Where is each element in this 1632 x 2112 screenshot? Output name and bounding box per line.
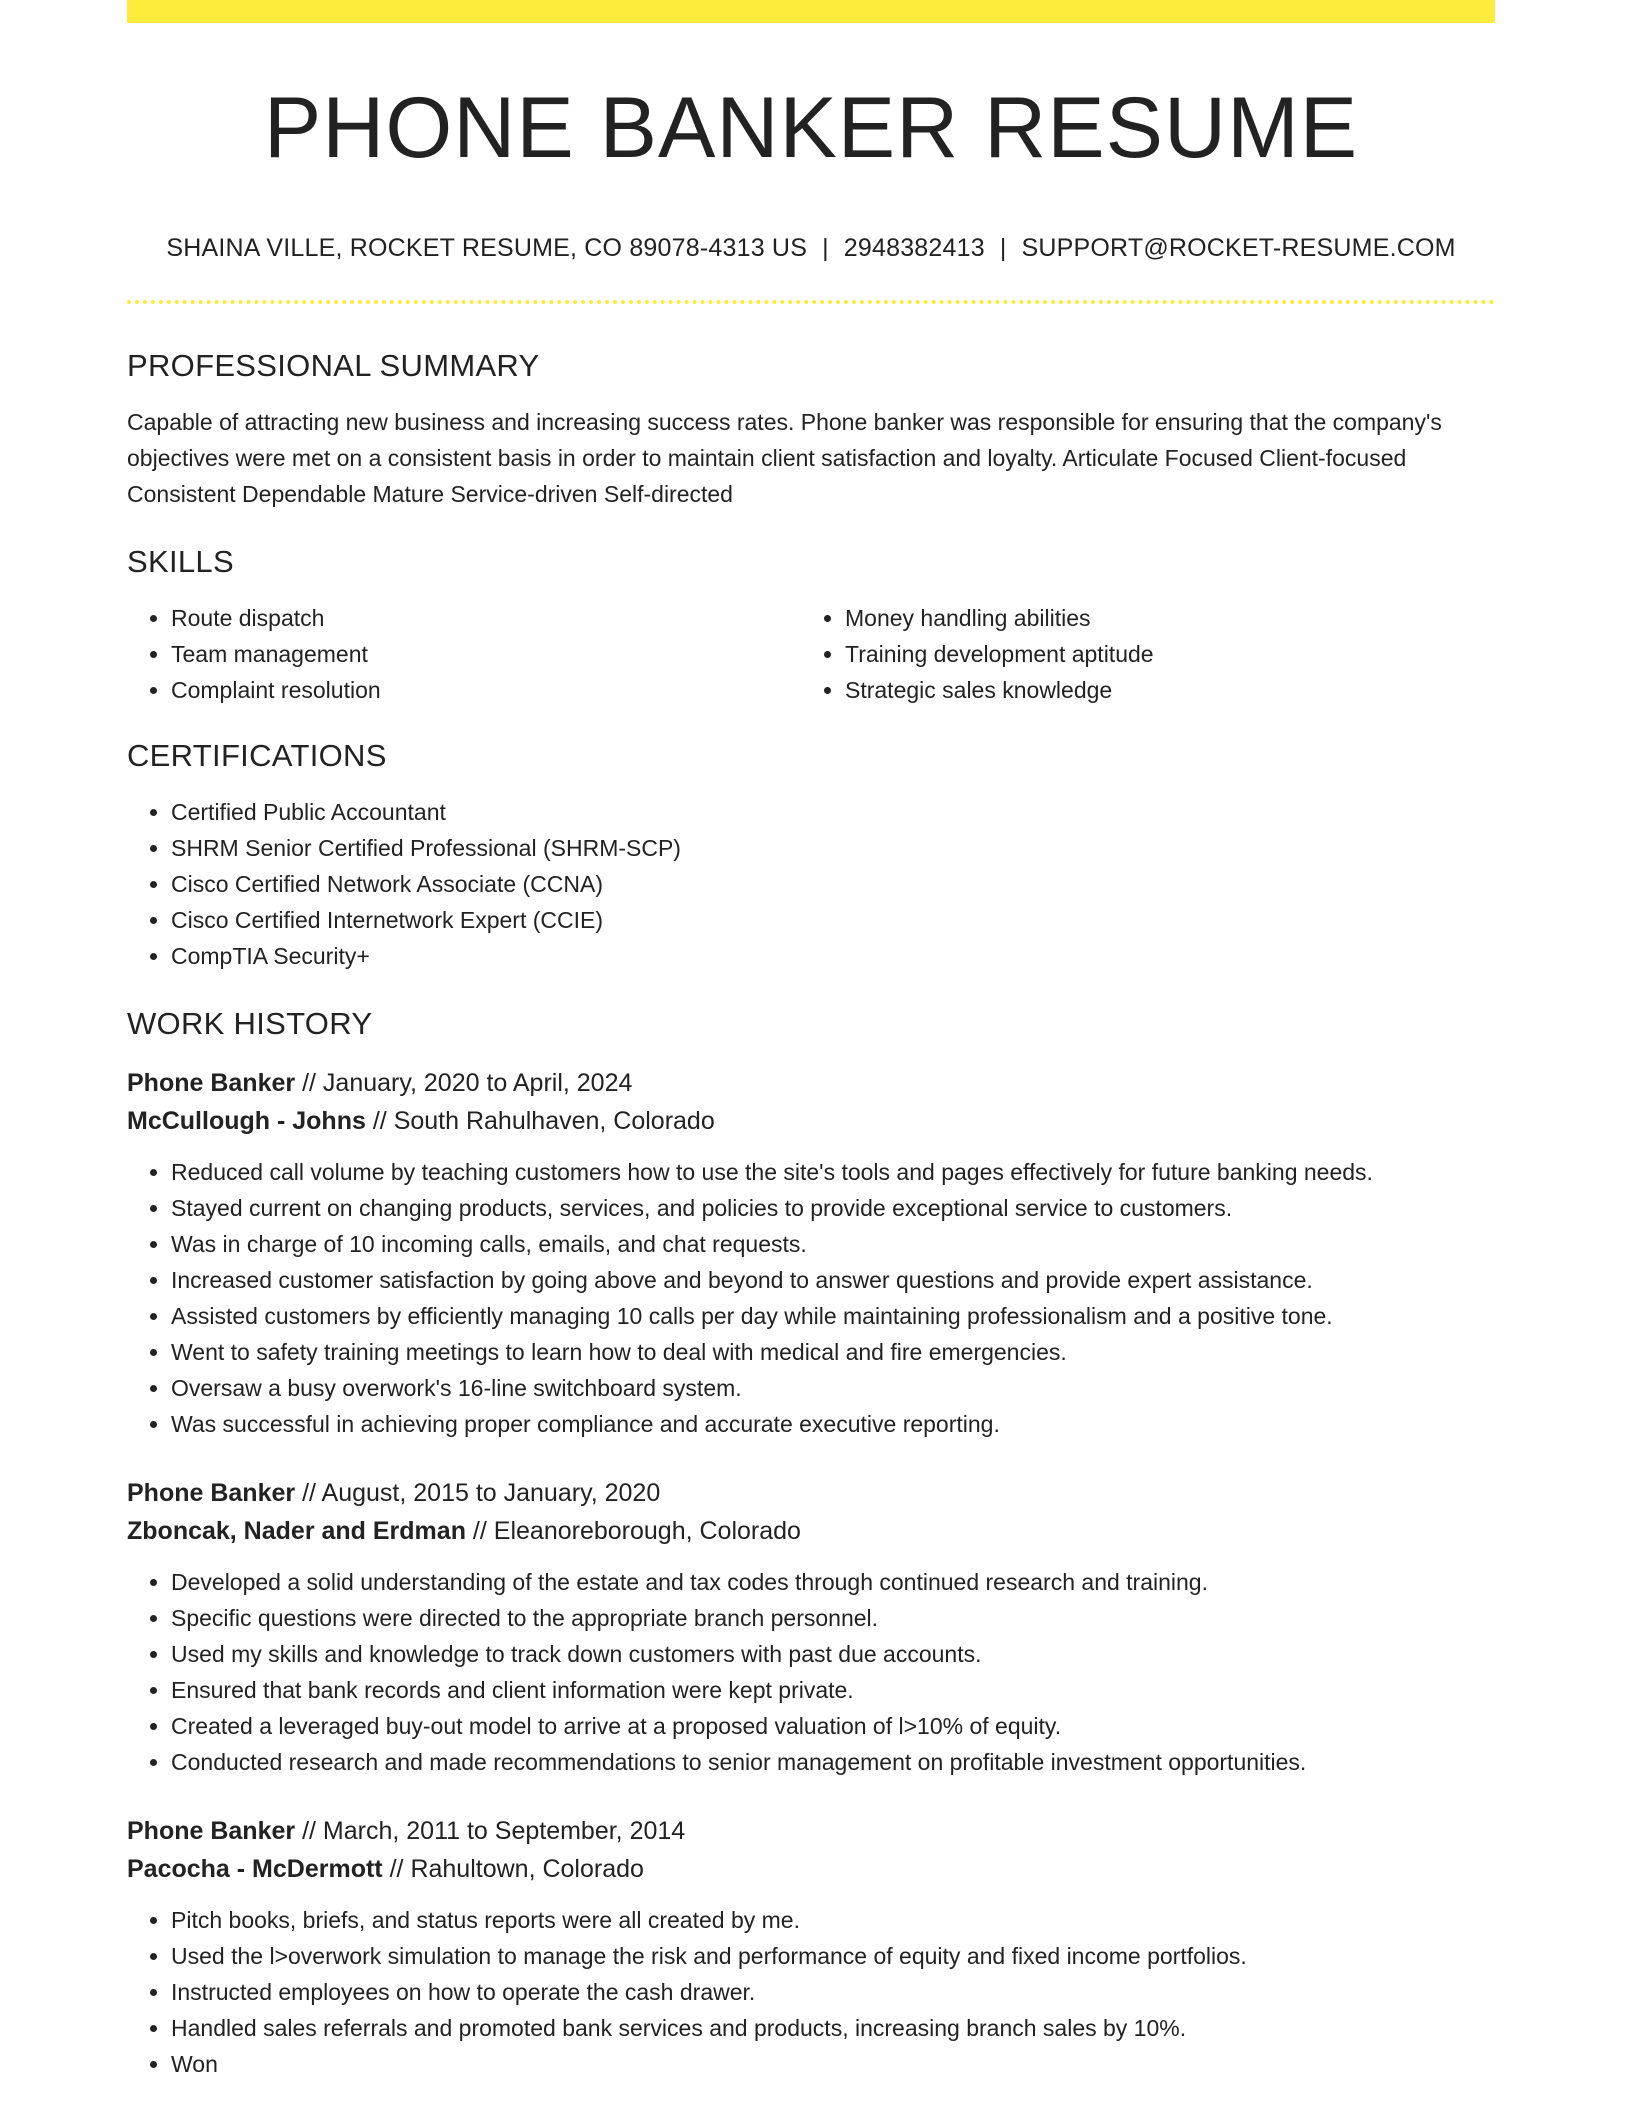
- job-bullet: • Instructed employees on how to operate the cash drawer.: [171, 1974, 1495, 2010]
- job-title-line: [127, 1474, 1495, 1512]
- job-entry: [127, 1474, 1495, 1780]
- contact-address: SHAINA VILLE, ROCKET RESUME, CO 89078-4313 US: [166, 234, 808, 262]
- job-location: Rahultown, Colorado: [410, 1855, 644, 1883]
- work-history-heading: WORK HISTORY: [127, 1006, 373, 1041]
- summary-text: Capable of attracting new business and increasing success rates. Phone banker was responsible for ensuring that the company's objectives were met on a consistent basis in order to maintain client satisfaction and loyalty. Articulate Focused Client-focused Consistent Dependable Mature Service-driven Self-directed: [127, 409, 1442, 507]
- job-dates: January, 2020 to April, 2024: [322, 1069, 633, 1097]
- skills-heading: SKILLS: [127, 544, 234, 579]
- job-bullets: [127, 1154, 1495, 1442]
- job-company-line: [127, 1850, 1495, 1888]
- date-separator: //: [302, 1817, 316, 1845]
- job-location: Eleanoreborough, Colorado: [493, 1517, 801, 1545]
- skills-list-right: [801, 600, 1475, 708]
- skills-grid: [127, 600, 1495, 708]
- date-separator: //: [302, 1479, 316, 1507]
- skills-column-left: [127, 600, 801, 708]
- date-separator: //: [472, 1517, 487, 1545]
- job-bullets: [127, 1902, 1495, 2082]
- skill-item: • Training development aptitude: [845, 636, 1475, 672]
- job-company: McCullough - Johns: [127, 1107, 366, 1135]
- job-dates: August, 2015 to January, 2020: [321, 1479, 661, 1507]
- skill-item: • Team management: [171, 636, 801, 672]
- job-bullet: • Used my skills and knowledge to track down customers with past due accounts.: [171, 1636, 1495, 1672]
- job-entry: [127, 1064, 1495, 1442]
- job-dates: March, 2011 to September, 2014: [322, 1817, 686, 1845]
- skill-item: • Route dispatch: [171, 600, 801, 636]
- job-bullet: • Increased customer satisfaction by going above and beyond to answer questions and provide expert assistance.: [171, 1262, 1495, 1298]
- job-bullet: • Reduced call volume by teaching customers how to use the site's tools and pages effectively for future banking needs.: [171, 1154, 1495, 1190]
- job-bullets: [127, 1564, 1495, 1780]
- job-title-line: [127, 1064, 1495, 1102]
- job-company: Zboncak, Nader and Erdman: [127, 1517, 466, 1545]
- job-bullet: • Was successful in achieving proper compliance and accurate executive reporting.: [171, 1406, 1495, 1442]
- resume-content: [127, 0, 1495, 2082]
- certifications-heading: CERTIFICATIONS: [127, 738, 387, 773]
- date-separator: //: [302, 1069, 316, 1097]
- job-title: Phone Banker: [127, 1479, 296, 1507]
- summary-heading: PROFESSIONAL SUMMARY: [127, 348, 540, 383]
- job-bullet: • Specific questions were directed to the appropriate branch personnel.: [171, 1600, 1495, 1636]
- date-separator: //: [372, 1107, 387, 1135]
- job-company-line: [127, 1512, 1495, 1550]
- certification-item: • Certified Public Accountant: [171, 794, 1495, 830]
- job-bullet: • Developed a solid understanding of the estate and tax codes through continued research and training.: [171, 1564, 1495, 1600]
- skill-item: • Complaint resolution: [171, 672, 801, 708]
- job-bullet: • Oversaw a busy overwork's 16-line switchboard system.: [171, 1370, 1495, 1406]
- job-bullet: • Used the l>overwork simulation to manage the risk and performance of equity and fixed income portfolios.: [171, 1938, 1495, 1974]
- certification-item: • Cisco Certified Network Associate (CCNA): [171, 866, 1495, 902]
- contact-line: [127, 233, 1495, 263]
- page-title: PHONE BANKER RESUME: [263, 80, 1359, 176]
- job-bullet: • Was in charge of 10 incoming calls, emails, and chat requests.: [171, 1226, 1495, 1262]
- contact-email: SUPPORT@ROCKET-RESUME.COM: [1021, 234, 1456, 262]
- certification-item: • Cisco Certified Internetwork Expert (CCIE): [171, 902, 1495, 938]
- job-company: Pacocha - McDermott: [127, 1855, 383, 1883]
- job-bullet: • Created a leveraged buy-out model to arrive at a proposed valuation of l>10% of equity.: [171, 1708, 1495, 1744]
- job-location: South Rahulhaven, Colorado: [393, 1107, 715, 1135]
- job-bullet: • Pitch books, briefs, and status reports were all created by me.: [171, 1902, 1495, 1938]
- date-separator: //: [389, 1855, 404, 1883]
- job-entry: [127, 1812, 1495, 2082]
- skills-column-right: [801, 600, 1475, 708]
- certification-item: • CompTIA Security+: [171, 938, 1495, 974]
- job-bullet: • Assisted customers by efficiently managing 10 calls per day while maintaining professionalism and a positive tone.: [171, 1298, 1495, 1334]
- contact-separator: |: [822, 234, 829, 262]
- job-bullet: • Handled sales referrals and promoted bank services and products, increasing branch sales by 10%.: [171, 2010, 1495, 2046]
- job-title-line: [127, 1812, 1495, 1850]
- job-company-line: [127, 1102, 1495, 1140]
- job-bullet: • Stayed current on changing products, services, and policies to provide exceptional service to customers.: [171, 1190, 1495, 1226]
- skill-item: • Strategic sales knowledge: [845, 672, 1475, 708]
- header-divider: [127, 300, 1495, 304]
- certifications-list: [127, 794, 1495, 974]
- job-bullet: • Went to safety training meetings to learn how to deal with medical and fire emergencies.: [171, 1334, 1495, 1370]
- contact-phone: 2948382413: [843, 234, 985, 262]
- contact-separator: |: [999, 234, 1007, 262]
- job-bullet: • Ensured that bank records and client information were kept private.: [171, 1672, 1495, 1708]
- job-bullet: • Won: [171, 2046, 1495, 2082]
- job-title: Phone Banker: [127, 1069, 296, 1097]
- skill-item: • Money handling abilities: [845, 600, 1475, 636]
- skills-list-left: [127, 600, 801, 708]
- job-bullet: • Conducted research and made recommendations to senior management on profitable investment opportunities.: [171, 1744, 1495, 1780]
- job-title: Phone Banker: [127, 1817, 296, 1845]
- certification-item: • SHRM Senior Certified Professional (SHRM-SCP): [171, 830, 1495, 866]
